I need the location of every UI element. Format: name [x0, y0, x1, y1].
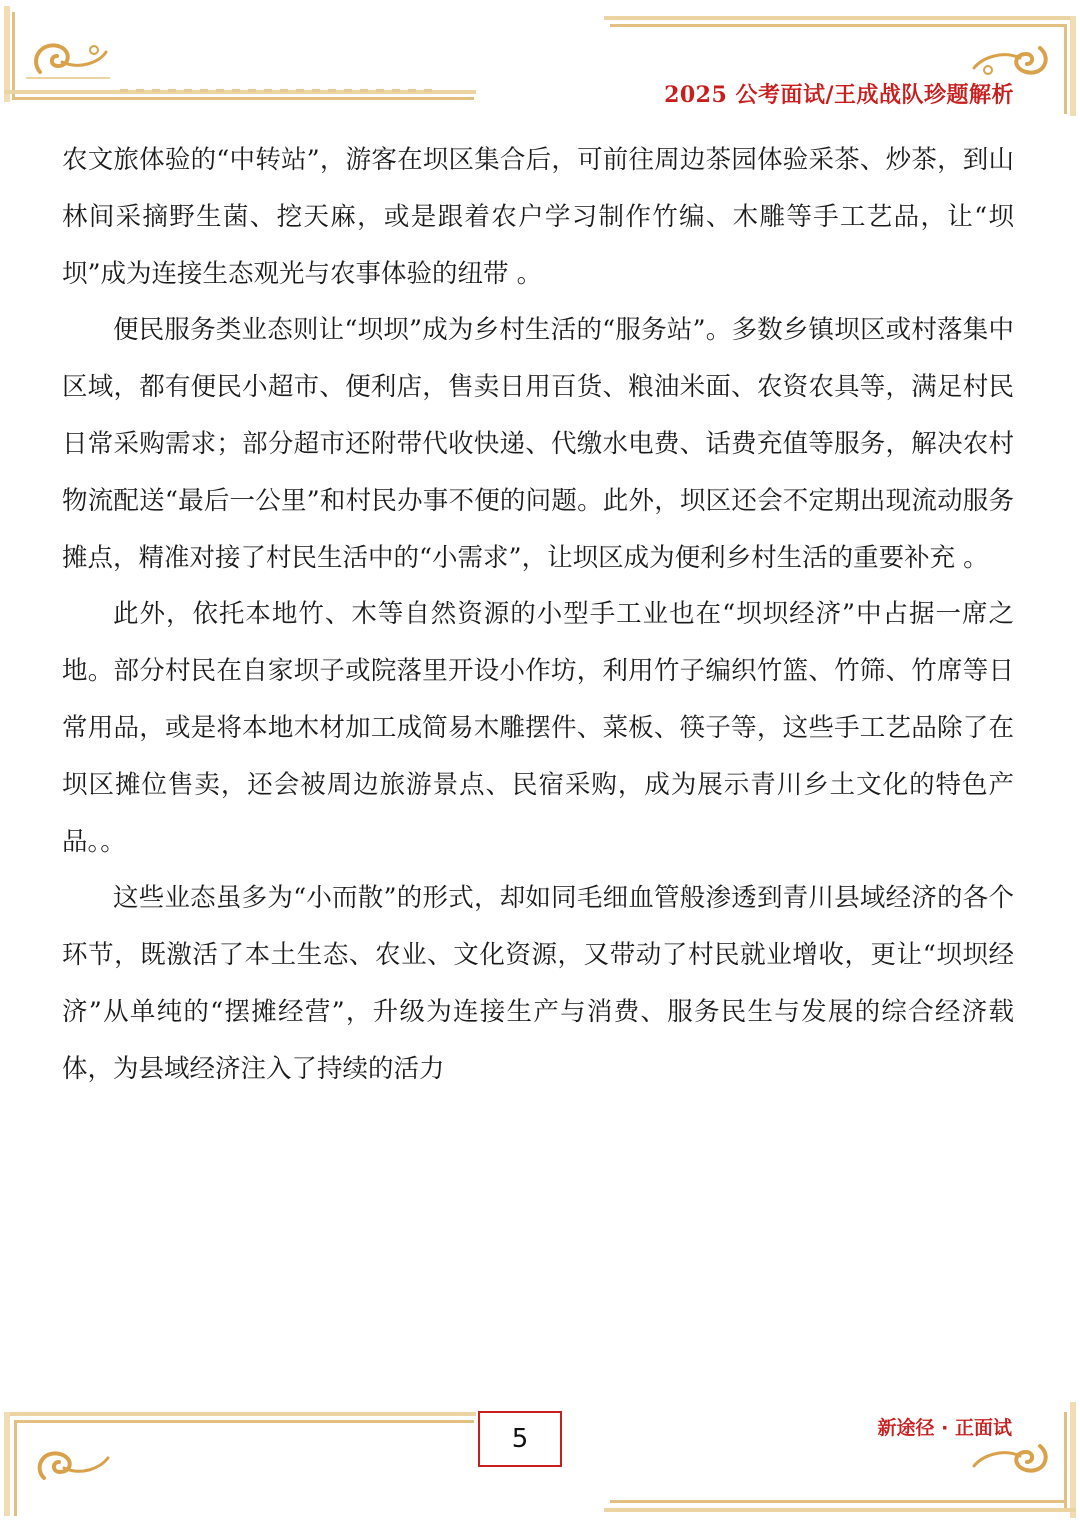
footer-brand: 新途径 · 正面试 — [877, 1417, 1012, 1439]
bottom-left-ornament — [0, 1408, 480, 1528]
paragraph: 便民服务类业态则让“坝坝”成为乡村生活的“服务站”。多数乡镇坝区或村落集中区域，都有便民小超市、便利店，售卖日用百货、粮油米面、农资农具等，满足村民日常采购需求；部分超市还附带代收快递、代缴水电费、话费充值等服务，解决农村物流配送“最后一公里”和村民办事不便的问题。此外，坝区还会不定期出现流动服务摊点，精准对接了村民生活中的“小需求”，让坝区成为便利乡村生活的重要补充 。 — [62, 315, 1014, 573]
paragraph: 此外，依托本地竹、木等自然资源的小型手工业也在“坝坝经济”中占据一席之地。部分村民在自家坝子或院落里开设小作坊，利用竹子编织竹篮、竹筛、竹席等日常用品，或是将本地木材加工成简易木雕摆件、菜板、筷子等，这些手工艺品除了在坝区摊位售卖，还会被周边旅游景点、民宿采购，成为展示青川乡土文化的特色产品。。 — [62, 599, 1014, 857]
article-body — [62, 132, 1014, 1098]
top-left-ornament — [0, 0, 480, 112]
page-number: 5 — [478, 1411, 562, 1467]
paragraph: 农文旅体验的“中转站”，游客在坝区集合后，可前往周边茶园体验采茶、炒茶，到山林间采摘野生菌、挖天麻，或是跟着农户学习制作竹编、木雕等手工艺品，让“坝坝”成为连接生态观光与农事体验的纽带 。 — [62, 145, 1014, 289]
paragraph: 这些业态虽多为“小而散”的形式，却如同毛细血管般渗透到青川县域经济的各个环节，既激活了本土生态、农业、文化资源，又带动了村民就业增收，更让“坝坝经济”从单纯的“摆摊经营”，升级为连接生产与消费、服务民生与发展的综合经济载体，为县域经济注入了持续的活力 — [62, 883, 1014, 1084]
header-title: 2025 公考面试/王成战队珍题解析 — [664, 82, 1014, 108]
